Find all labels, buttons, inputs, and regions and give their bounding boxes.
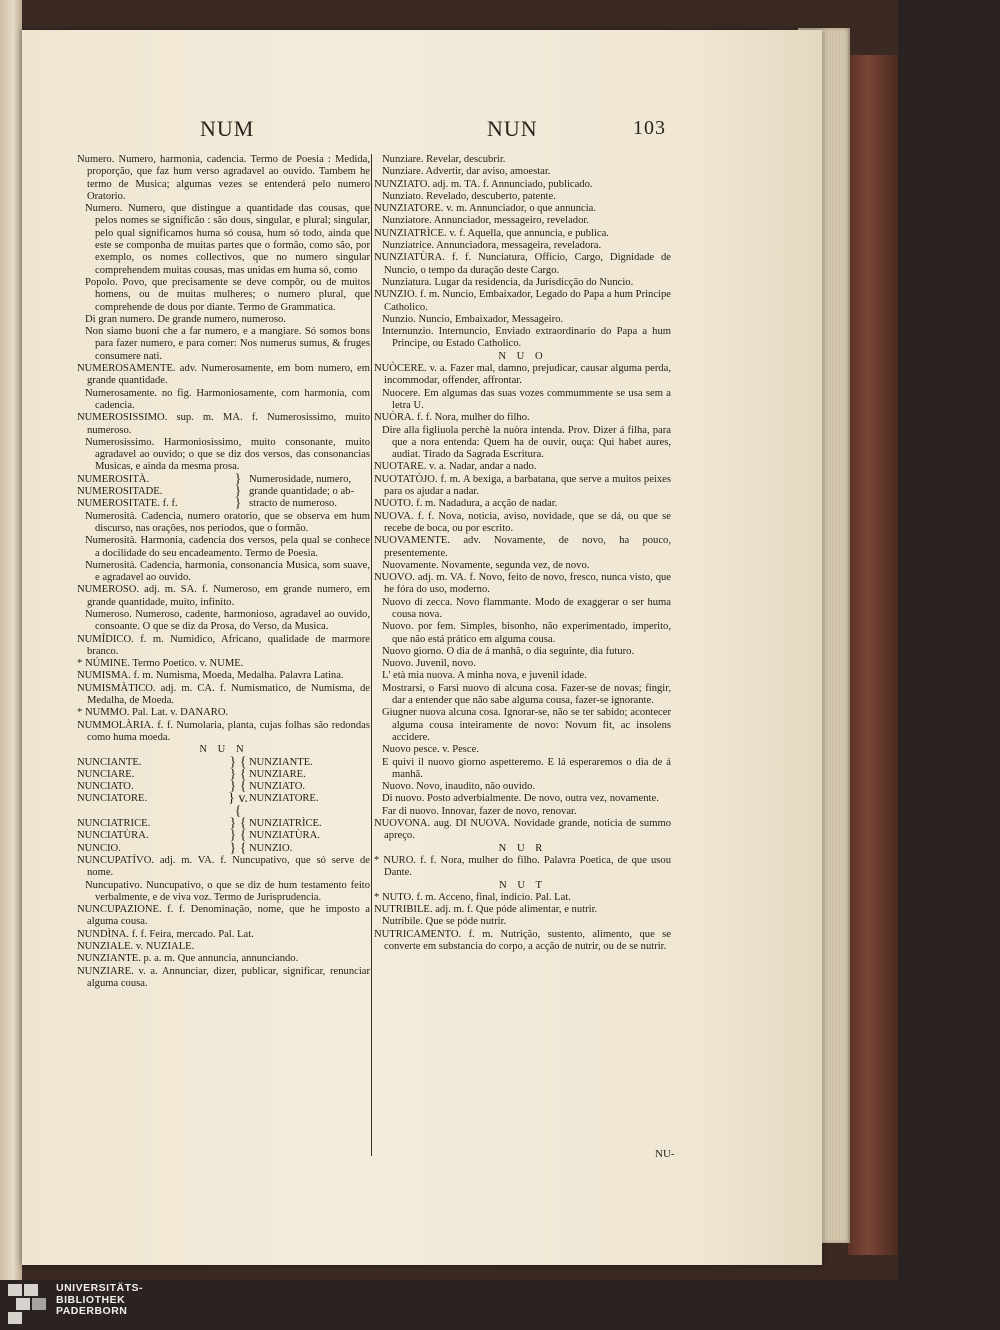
dictionary-entry: NUMÍDICO. f. m. Numidico, Africano, qualidade de marmore branco. — [77, 633, 370, 657]
dictionary-entry: NUNDÌNA. f. f. Feira, mercado. Pal. Lat. — [77, 928, 254, 940]
headword: NUNCIATRICE. — [77, 818, 151, 830]
sub-entry: Non siamo buoni che a far numero, e a mangiare. Só somos bons para fazer numero, e para comer: Nos numerus sumus, & fruges consumere nati. — [85, 326, 370, 362]
brace-icon: } { — [229, 779, 247, 795]
sub-entry: Popolo. Povo, que precisamente se deve compôr, ou de muitos homens, ou de muitas mulheres; o numero plural, que comprehende de dous por diante. Termo de Grammatica. — [85, 276, 370, 313]
sub-entry: Nunziare. Advertir, dar aviso, amoestar. — [382, 166, 551, 178]
dictionary-entry: NUTRICAMENTO. f. m. Nutrição, sustento, alimento, que se converte em substancia do corpo, a acção de nutrir, ou de se nutrir. — [374, 928, 671, 952]
right-column — [374, 154, 671, 953]
dictionary-entry: NUMEROSISSIMO. sup. m. MA. f. Numerosissimo, muito numeroso. — [77, 412, 370, 436]
grouped-entries — [77, 754, 370, 856]
dictionary-entry: NUMEROSO. adj. m. SA. f. Numeroso, em grande numero, em grande quantidade, muito, infinito. — [77, 584, 370, 608]
sub-entry: Nunziatrice. Annunciadora, messageira, reveladora. — [382, 240, 602, 252]
dictionary-entry: NUOVONA. aug. DI NUOVA. Novidade grande, noticia de summo apreço. — [374, 818, 671, 842]
sub-entry: Numerosità. Harmonia, cadencia dos versos, pela qual se conhece a docilidade do seu encadeamento. Termo de Poesia. — [85, 535, 370, 559]
sub-entry: Nunziare. Revelar, descubrir. — [382, 154, 506, 165]
dictionary-entry: NUNCUPAZIONE. f. f. Denominação, nome, que he imposto a alguma cousa. — [77, 904, 370, 928]
variant-headword: NUNZIATORE. — [249, 793, 319, 805]
variant-headword: NUNZIATÙRA. — [249, 830, 320, 842]
library-name — [56, 1283, 143, 1318]
brace-icon: } { — [229, 840, 247, 856]
sub-entry: L' età mia nuova. A minha nova, e juvenil idade. — [382, 670, 587, 682]
sub-entry: Internunzio. Internuncio, Enviado extraordinario do Papa a hum Principe, ou Estado Catholico. — [382, 326, 671, 350]
sub-entry: Di gran numero. De grande numero, numeroso. — [85, 313, 286, 325]
sub-entry: Dire alla figliuola perchè la nuòra intenda. Prov. Dizer á filha, para que a nora entenda: Quem ha de ouvir, ouça: Qui habet aures, audiat. Tirado da Sagrada Escritura. — [382, 424, 671, 461]
sub-entry: Giugner nuova alcuna cosa. Ignorar-se, não se ter sabido; acontecer alguma cousa inteiramente de novo: Novum fit, ac insolens accidere. — [382, 707, 671, 743]
sub-entry: Nuovo. Novo, inaudito, não ouvido. — [382, 781, 536, 793]
sub-entry: Nunziatura. Lugar da residencia, da Jurisdicção do Nuncio. — [382, 276, 634, 288]
sub-entry: Nuovo di zecca. Novo flammante. Modo de exaggerar o ser huma cousa nova. — [382, 596, 671, 620]
headword: NUNCIO. — [77, 842, 121, 854]
sub-entry: Nuovamente. Novamente, segunda vez, de novo. — [382, 559, 590, 571]
brace-icon: } — [234, 471, 242, 487]
dictionary-entry: NUÒRA. f. f. Nora, mulher do filho. — [374, 412, 530, 424]
dictionary-entry: NUNZIATÙRA. f. f. Nunciatura, Officio, Cargo, Dignidade de Nuncio, o tempo da duração deste Cargo. — [374, 252, 671, 276]
variant-headword: NUNZIANTE. — [249, 756, 313, 768]
variant-headword: NUNZIATRÌCE. — [249, 818, 322, 830]
catchword: NU- — [655, 1148, 675, 1160]
grouped-row — [77, 766, 370, 782]
dictionary-entry: NUOTATÒJO. f. m. A bexiga, a barbatana, que serve a muitos peixes para os ajudar a nadar. — [374, 473, 671, 498]
column-divider — [371, 154, 372, 1156]
brace-icon: } { — [229, 828, 247, 844]
grouped-row — [77, 818, 370, 830]
grouped-row — [77, 793, 370, 818]
grouped-row — [77, 471, 370, 487]
grouped-row — [77, 498, 370, 510]
running-head-right: NUN — [487, 116, 538, 141]
sub-entry: Nunziatore. Annunciador, messageiro, revelador. — [382, 215, 589, 227]
sub-entry: Nuovo. por fem. Simples, bisonho, não experimentado, imperito, que não está prático em alguma cousa. — [382, 621, 671, 645]
footer-bar — [0, 1280, 1000, 1330]
dictionary-entry: NUMEROSAMENTE. adv. Numerosamente, em bom numero, em grande quantidade. — [77, 363, 370, 387]
definition: stracto de numeroso. — [249, 498, 337, 510]
section-heading: N U O — [498, 350, 547, 362]
sub-entry: Di nuovo. Posto adverbialmente. De novo, outra vez, novamente. — [382, 793, 659, 805]
dictionary-entry: * NURO. f. f. Nora, mulher do filho. Palavra Poetica, de que usou Dante. — [374, 854, 671, 879]
variant-headword: NUNZIATO. — [249, 781, 306, 793]
left-column — [77, 154, 370, 990]
dictionary-entry: NUOVAMENTE. adv. Novamente, de novo, ha pouco, presentemente. — [374, 535, 671, 559]
definition: grande quantidade; o ab- — [249, 486, 355, 498]
section-heading: N U N — [199, 744, 248, 756]
dictionary-entry: NUNZIANTE. p. a. m. Que annuncia, annunciando. — [77, 953, 299, 965]
headword: NUMEROSITÀ. — [77, 473, 150, 485]
dictionary-entry: Numero. Numero, harmonia, cadencia. Termo de Poesia : Medida, proporção, que faz hum verso agradavel ao ouvido. Tambem he termo de Musica; algumas vezes se entenderá pelo numero Oratorio. — [77, 154, 370, 202]
brace-icon: } { — [229, 754, 247, 770]
dictionary-entry: NUTRIBILE. adj. m. f. Que póde alimentar, e nutrir. — [374, 904, 598, 916]
sub-entry: Nunzio. Nuncio, Embaixador, Messageiro. — [382, 313, 564, 325]
grouped-row — [77, 830, 370, 842]
book-cover-edge — [848, 55, 898, 1255]
brace-icon: } { — [229, 816, 247, 832]
headword: NUNCIARE. — [77, 768, 135, 780]
brace-icon: } — [234, 484, 242, 500]
dictionary-entry: NUMISMA. f. m. Numisma, Moeda, Medalha. Palavra Latina. — [77, 670, 344, 682]
dictionary-entry: NUMISMÀTICO. adj. m. CA. f. Numismatico, de Numisma, de Medalha, de Moeda. — [77, 682, 370, 707]
brace-icon: } v. { — [228, 791, 248, 819]
page-number: 103 — [633, 117, 666, 139]
dictionary-entry: NUOTO. f. m. Nadadura, a acção de nadar. — [374, 498, 558, 510]
dictionary-entry: NUNZIATO. adj. m. TA. f. Annunciado, publicado. — [374, 178, 593, 190]
library-name-line1: UNIVERSITÄTS- — [56, 1282, 144, 1294]
library-name-line3: PADERBORN — [56, 1305, 128, 1317]
sub-entry: Numerosamente. no fig. Harmoniosamente, com harmonia, com cadencia. — [85, 387, 370, 411]
section-heading: N U T — [499, 879, 546, 891]
dictionary-entry: NUNZIATRÌCE. v. f. Aquella, que annuncia, e publica. — [374, 227, 609, 239]
definition: Numerosidade, numero, — [249, 473, 352, 485]
sub-entry: Nuovo pesce. v. Pesce. — [382, 744, 479, 756]
dictionary-entry: NUNZIARE. v. a. Annunciar, dizer, publicar, significar, renunciar alguma cousa. — [77, 965, 370, 989]
variant-headword: NUNZIARE. — [249, 768, 306, 780]
grouped-row — [77, 781, 370, 793]
variant-headword: NUNZIO. — [249, 842, 293, 854]
sub-entry: Nuncupativo. Nuncupativo, o que se diz de hum testamento feito verbalmente, e de viva voz. Termo de Jurisprudencia. — [85, 879, 370, 903]
sub-entry: Numerosità. Cadencia, numero oratorio, que se observa em hum discurso, nas orações, nos periodos, que o formão. — [85, 510, 370, 534]
brace-icon: } { — [229, 766, 247, 782]
headword: NUNCIATO. — [77, 781, 134, 793]
sub-entry: Numerosissimo. Harmoniosissimo, muito consonante, muito agradavel ao ouvido; o que se diz dos versos, das consonancias Musicas, e ainda da mesma prosa. — [85, 436, 370, 473]
headword: NUMEROSITADE. — [77, 486, 163, 498]
dictionary-entry: NUOVO. adj. m. VA. f. Novo, feito de novo, fresco, nunca visto, que he fóra do uso, moderno. — [374, 572, 671, 596]
dictionary-entry: NUOTARE. v. a. Nadar, andar a nado. — [374, 461, 537, 473]
headword: NUNCIATORE. — [77, 793, 148, 805]
dictionary-entry: * NÚMINE. Termo Poetico. v. NUME. — [77, 658, 244, 670]
dictionary-entry: NUNZIO. f. m. Nuncio, Embaixador, Legado do Papa a hum Principe Catholico. — [374, 289, 671, 313]
running-head-left: NUM — [200, 116, 255, 141]
sub-entry: Far di nuovo. Innovar, fazer de novo, renovar. — [382, 805, 577, 817]
previous-page-edge — [0, 0, 22, 1280]
grouped-row — [77, 486, 370, 498]
dictionary-entry: NUNZIATORE. v. m. Annunciador, o que annuncia. — [374, 203, 597, 215]
dictionary-entry: NUNZIALE. v. NUZIALE. — [77, 941, 195, 952]
library-name-line2: BIBLIOTHEK — [56, 1293, 126, 1306]
brace-icon: } — [234, 496, 242, 512]
sub-entry: Mostrarsi, o Farsi nuovo di alcuna cosa. Fazer-se de novas; fingir, dar a entender que não sabe alguma cousa, fazer-se ignorante. — [382, 682, 671, 707]
sub-entry: E quivi il nuovo giorno aspetteremo. E lá esperaremos o dia de á manhã. — [382, 756, 671, 780]
background — [898, 0, 1000, 1280]
dictionary-entry: NUNCUPATÍVO. adj. m. VA. f. Nuncupativo, que só serve de nome. — [77, 854, 370, 879]
sub-entry: Numero. Numero, que distingue a quantidade das cousas, que pelos nomes se significão : são dous, singular, e plural; singular, pelo qual significamos huma só cousa, hum só todo, ainda que este se componha de muitas partes que o formão, como são, por exemplo, os nomes collectivos, que no numero singular comprehendem muitas cousas, mas unidas em huma só, como — [85, 203, 370, 276]
grouped-entries — [77, 471, 370, 512]
dictionary-entry: NUÒCERE. v. a. Fazer mal, damno, prejudicar, causar alguma perda, incommodar, offender, affrontar. — [374, 363, 671, 387]
sub-entry: Nuocere. Em algumas das suas vozes commummente se usa sem a letra U. — [382, 387, 671, 411]
sub-entry: Numerosità. Cadencia, harmonia, consonancia Musica, som suave, e agradavel ao ouvido. — [85, 559, 370, 584]
grouped-row — [77, 840, 370, 856]
library-logo-icon — [8, 1284, 52, 1324]
grouped-row — [77, 754, 370, 770]
headword: NUMEROSITATE. f. f. — [77, 498, 178, 510]
sub-entry: Nuovo giorno. O dia de á manhã, o dia seguinte, dia futuro. — [382, 645, 635, 657]
sub-entry: Nutribile. Que se póde nutrir. — [382, 916, 507, 928]
sub-entry: Nuovo. Juvenil, novo. — [382, 658, 476, 670]
sub-entry: Numeroso. Numeroso, cadente, harmonioso, agradavel ao ouvido, consoante. O que se diz da Prosa, do Verso, da Musica. — [85, 608, 370, 633]
dictionary-entry: * NUMMO. Pal. Lat. v. DANARO. — [77, 707, 229, 719]
section-heading: N U R — [498, 842, 547, 854]
headword: NUNCIATÙRA. — [77, 830, 149, 842]
headword: NUNCIANTE. — [77, 756, 142, 768]
dictionary-entry: NUMMOLÀRIA. f. f. Numolaria, planta, cujas folhas são redondas como huma moeda. — [77, 719, 370, 743]
dictionary-entry: * NUTO. f. m. Acceno, final, indicio. Pal. Lat. — [374, 891, 571, 903]
sub-entry: Nunziato. Revelado, descuberto, patente. — [382, 190, 556, 202]
dictionary-entry: NUOVA. f. f. Nova, noticia, aviso, novidade, que se dá, ou que se recebe de boca, ou por escrito. — [374, 510, 671, 534]
